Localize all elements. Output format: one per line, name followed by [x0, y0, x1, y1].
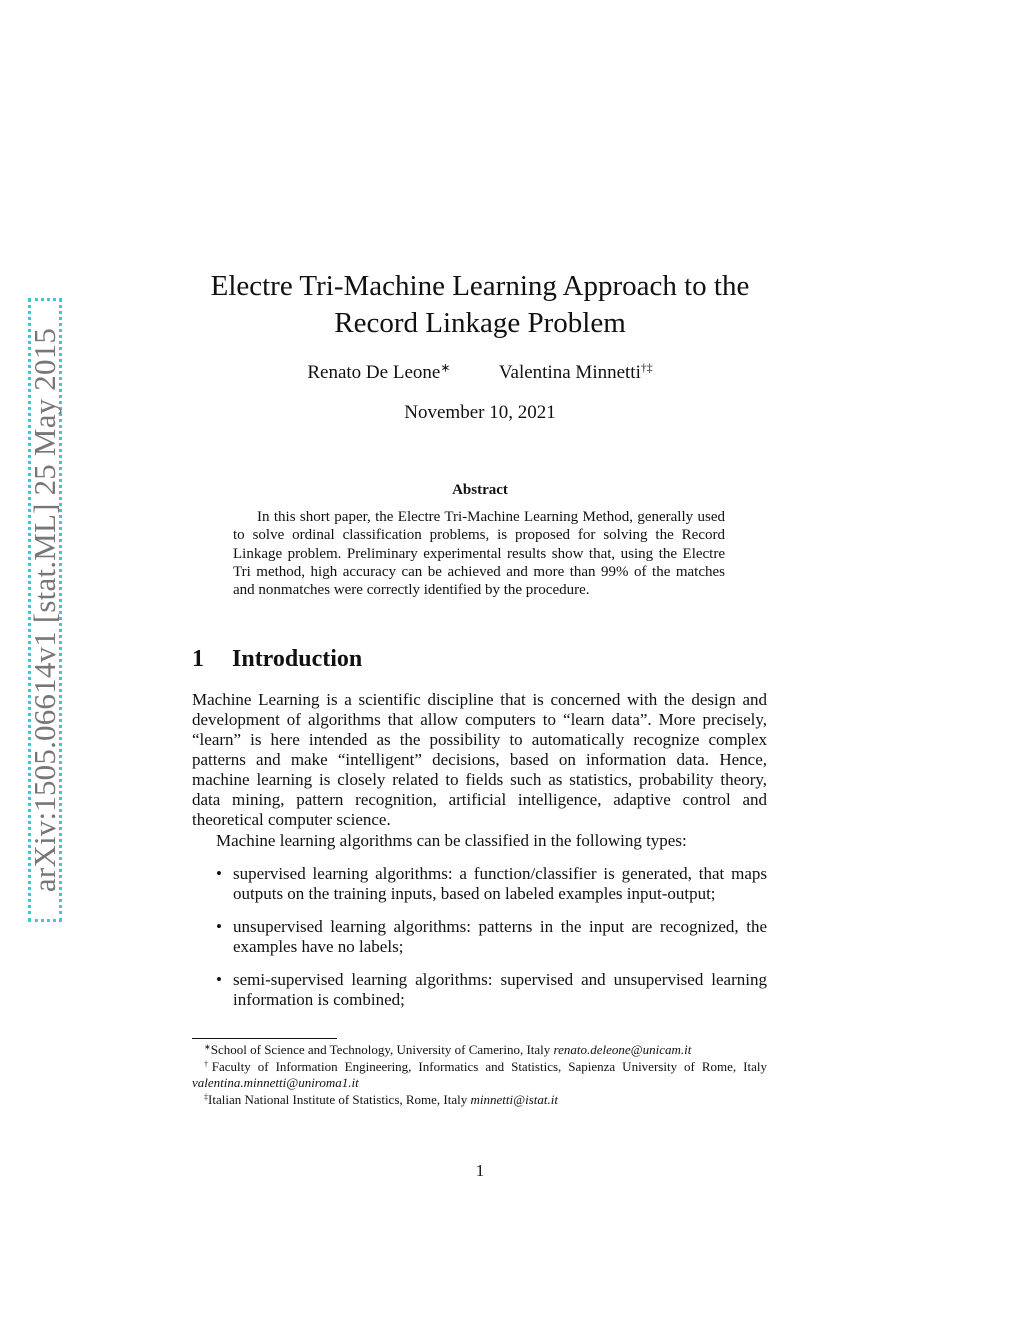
- list-item: [192, 917, 767, 957]
- paper-date: November 10, 2021: [404, 402, 556, 423]
- paper-title: [160, 268, 800, 342]
- list-item-text: unsupervised learning algorithms: patterns in the input are recognized, the examples have no labels;: [233, 917, 767, 956]
- email-link[interactable]: renato.deleone@unicam.it: [553, 1042, 692, 1057]
- abstract-heading: Abstract: [452, 482, 508, 498]
- email-link[interactable]: valentina.minnetti@uniroma1.it: [192, 1075, 359, 1090]
- footnote-text: Italian National Institute of Statistics, Rome, Italy: [208, 1091, 471, 1107]
- bullet-icon: •: [216, 970, 222, 989]
- footnotes: [192, 1042, 767, 1108]
- author-list: [0, 362, 960, 384]
- learning-types-list: [192, 864, 767, 1023]
- footnote-2: [192, 1059, 767, 1092]
- list-item-text: supervised learning algorithms: a function/classifier is generated, that maps outputs on the training inputs, based on labeled examples input-output;: [233, 864, 767, 903]
- page-number: 1: [475, 1161, 485, 1180]
- author-affiliation-mark: ∗: [440, 361, 451, 375]
- arxiv-id-label: arXiv:1505.06614v1 [stat.ML] 25 May 2015: [27, 327, 62, 893]
- title-line-1: Electre Tri-Machine Learning Approach to the: [210, 270, 750, 302]
- arxiv-sidebar-stamp[interactable]: [28, 298, 62, 922]
- bullet-icon: •: [216, 917, 222, 936]
- intro-paragraph-1: Machine Learning is a scientific discipline that is concerned with the design and development of algorithms that allow computers to “learn data”. More precisely, “learn” is here intended as the possibility to automatically recognize complex patterns and make “intelligent” decisions, based on information data. Hence, machine learning is closely related to fields such as statistics, probability theory, data mining, pattern recognition, artificial intelligence, adaptive control and theoretical computer science.: [192, 690, 767, 829]
- list-item-text: semi-supervised learning algorithms: supervised and unsupervised learning information is combined;: [233, 970, 767, 1009]
- abstract-text: In this short paper, the Electre Tri-Machine Learning Method, generally used to solve ordinal classification problems, is proposed for solving the Record Linkage problem. Preliminary experimental results show that, using the Electre Tri method, high accuracy can be achieved and more than 99% of the matches and nonmatches were correctly identified by the procedure.: [233, 509, 725, 599]
- footnote-mark: †: [204, 1059, 212, 1069]
- section-number: 1: [192, 646, 204, 672]
- section-title: Introduction: [232, 646, 363, 672]
- footnote-mark: ‡: [204, 1092, 209, 1102]
- bullet-icon: •: [216, 864, 222, 883]
- footnote-mark: ∗: [204, 1042, 211, 1052]
- author-name: Renato De Leone: [307, 362, 441, 383]
- author-name: Valentina Minnetti: [498, 362, 641, 383]
- author-affiliation-mark: †‡: [640, 361, 653, 375]
- intro-paragraph-2: Machine learning algorithms can be classified in the following types:: [216, 831, 687, 850]
- section-heading-introduction: [192, 646, 362, 673]
- footnote-1: [192, 1042, 767, 1059]
- list-item: [192, 864, 767, 904]
- author-renato-de-leone: [307, 362, 450, 384]
- author-valentina-minnetti: [499, 362, 653, 384]
- footnote-text: Faculty of Information Engineering, Informatics and Statistics, Sapienza University of Rome, Italy: [211, 1058, 767, 1074]
- list-item: [192, 970, 767, 1010]
- footnote-text: School of Science and Technology, University of Camerino, Italy: [210, 1042, 554, 1057]
- footnote-divider: [192, 1038, 337, 1039]
- footnote-3: [192, 1092, 767, 1109]
- email-link[interactable]: minnetti@istat.it: [470, 1091, 558, 1107]
- title-line-2: Record Linkage Problem: [334, 307, 626, 339]
